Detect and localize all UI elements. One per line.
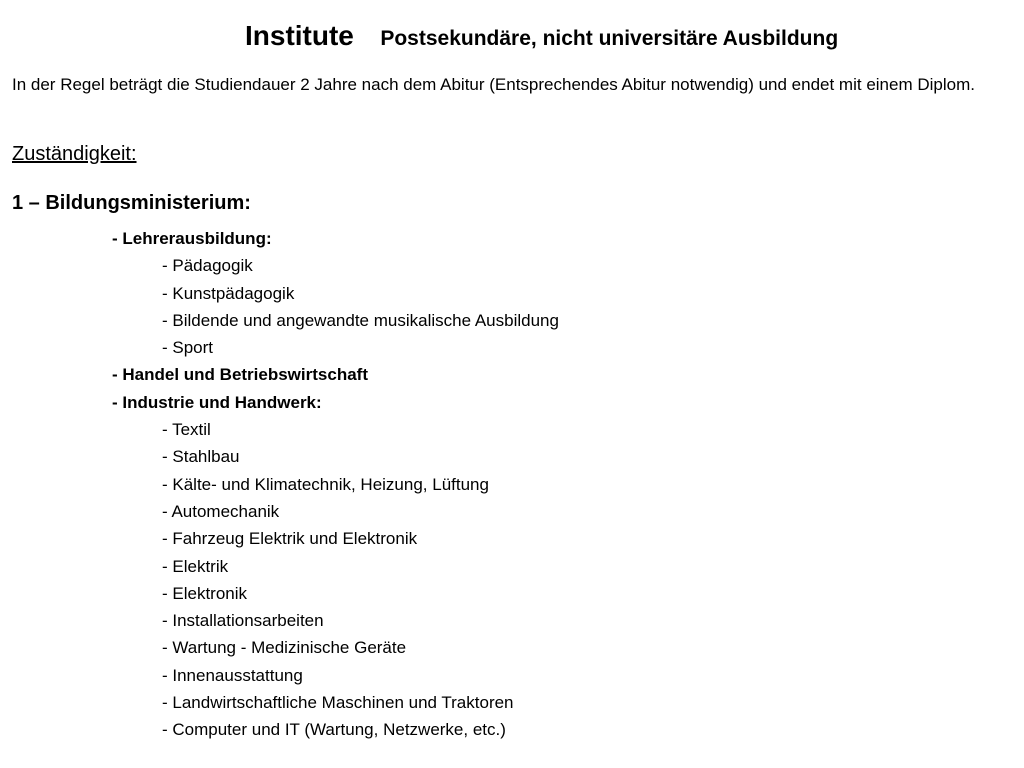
list-item: - Sport bbox=[162, 338, 214, 358]
ministry-heading: 1 – Bildungsministerium: bbox=[12, 192, 251, 214]
title-subtitle: Postsekundäre, nicht universitäre Ausbildung bbox=[380, 27, 839, 50]
list-item: - Computer und IT (Wartung, Netzwerke, etc.) bbox=[162, 720, 506, 740]
list-item: - Kälte- und Klimatechnik, Heizung, Lüftung bbox=[162, 474, 489, 494]
section-heading: Zuständigkeit: bbox=[12, 143, 137, 165]
title bbox=[245, 20, 838, 52]
title-main: Institute bbox=[245, 20, 354, 51]
list-item: - Innenausstattung bbox=[162, 665, 303, 685]
list-item: - Landwirtschaftliche Maschinen und Traktoren bbox=[162, 693, 514, 713]
list-item: - Fahrzeug Elektrik und Elektronik bbox=[162, 529, 418, 549]
list-category: - Lehrerausbildung: bbox=[112, 229, 272, 248]
list-item: - Pädagogik bbox=[162, 256, 253, 276]
list-item: - Elektronik bbox=[162, 583, 248, 603]
list-category: - Industrie und Handwerk: bbox=[112, 392, 322, 412]
education-list bbox=[0, 225, 559, 744]
intro-paragraph: In der Regel beträgt die Studiendauer 2 Jahre nach dem Abitur (Entsprechendes Abitur notwendig) und endet mit einem Diplom. bbox=[12, 75, 975, 94]
list-item: - Elektrik bbox=[162, 556, 229, 576]
list-item: - Installationsarbeiten bbox=[162, 611, 324, 631]
list-item: - Stahlbau bbox=[162, 447, 240, 467]
list-item: - Kunstpädagogik bbox=[162, 283, 295, 303]
list-category: - Handel und Betriebswirtschaft bbox=[112, 365, 368, 385]
list-item: - Automechanik bbox=[162, 501, 280, 521]
list-item: - Wartung - Medizinische Geräte bbox=[162, 638, 407, 658]
list-item: - Textil bbox=[162, 420, 211, 440]
list-item: - Bildende und angewandte musikalische Ausbildung bbox=[162, 310, 559, 330]
